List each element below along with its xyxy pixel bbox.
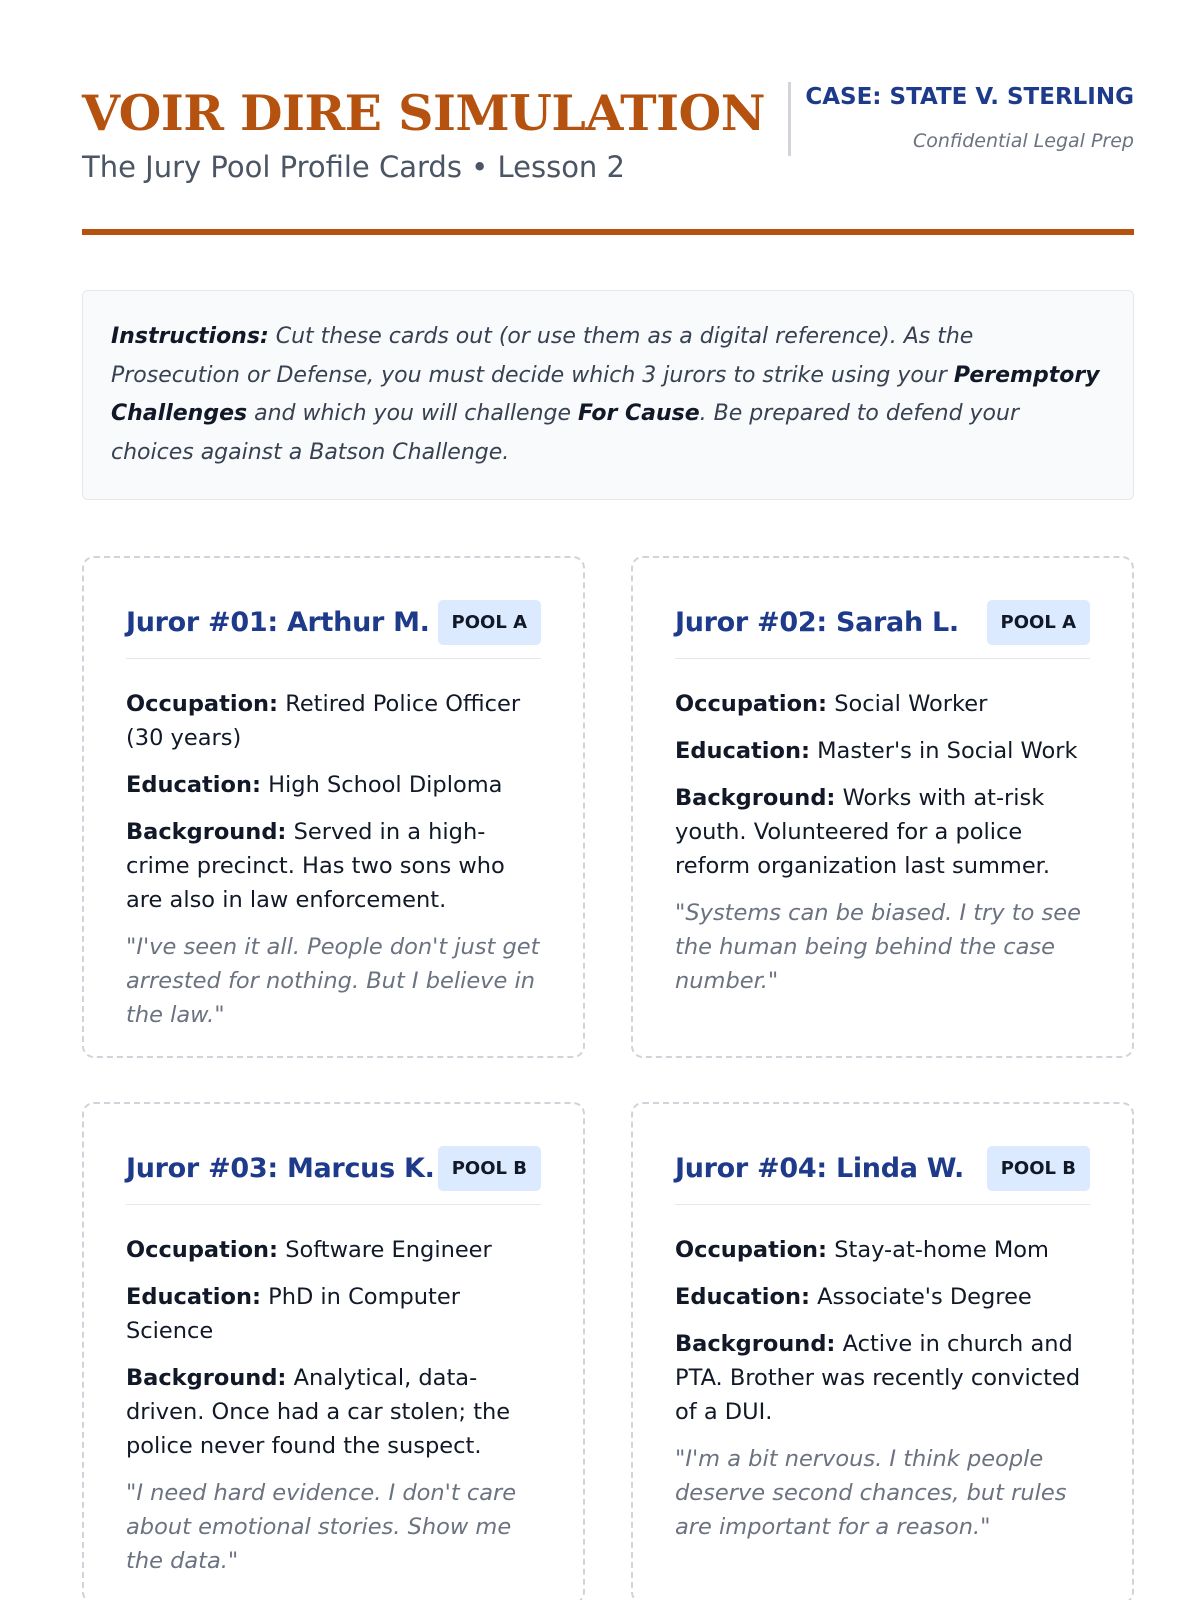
card-separator bbox=[675, 1204, 1090, 1205]
juror-card-header bbox=[675, 598, 1090, 646]
juror-name: Juror #03: Marcus K. bbox=[126, 1152, 435, 1184]
juror-education bbox=[675, 734, 1090, 768]
instructions-peremptory: Peremptory Challenges bbox=[111, 362, 1100, 426]
juror-quote: "Systems can be biased. I try to see the human being behind the case number." bbox=[675, 900, 1081, 994]
instructions-label: Instructions: bbox=[111, 324, 269, 349]
card-separator bbox=[126, 658, 541, 659]
pool-badge: POOL A bbox=[438, 600, 541, 645]
instructions-text-1: Cut these cards out (or use them as a digital reference). As the Prosecution or Defense, you must decide which 3 jurors to strike using your bbox=[111, 324, 974, 388]
occupation-label: Occupation: bbox=[126, 1237, 279, 1263]
background-label: Background: bbox=[675, 1331, 836, 1357]
pool-badge: POOL B bbox=[987, 1146, 1090, 1191]
juror-quote: "I'm a bit nervous. I think people deserve second chances, but rules are important for a reason." bbox=[675, 1446, 1067, 1540]
education-label: Education: bbox=[126, 1284, 261, 1310]
page-title: VOIR DIRE SIMULATION bbox=[82, 84, 766, 142]
case-note: Confidential Legal Prep bbox=[912, 130, 1134, 152]
juror-card-01 bbox=[82, 556, 585, 1058]
education-label: Education: bbox=[675, 738, 810, 764]
juror-quote: "I've seen it all. People don't just get arrested for nothing. But I believe in the law." bbox=[126, 934, 540, 1028]
education-value: High School Diploma bbox=[268, 772, 503, 798]
juror-education bbox=[126, 1280, 541, 1348]
juror-occupation bbox=[126, 687, 541, 755]
juror-occupation bbox=[675, 687, 1090, 721]
occupation-label: Occupation: bbox=[126, 691, 279, 717]
page-header bbox=[82, 80, 1134, 184]
instructions-text-3: . Be prepared to defend your choices against a Batson Challenge. bbox=[111, 401, 1020, 465]
juror-card-header bbox=[126, 598, 541, 646]
page-subtitle: The Jury Pool Profile Cards • Lesson 2 bbox=[82, 150, 625, 184]
pool-badge: POOL A bbox=[987, 600, 1090, 645]
background-label: Background: bbox=[126, 819, 287, 845]
card-separator bbox=[675, 658, 1090, 659]
juror-name: Juror #01: Arthur M. bbox=[126, 606, 430, 638]
instructions-text-2: and which you will challenge bbox=[247, 401, 579, 426]
juror-name: Juror #02: Sarah L. bbox=[675, 606, 959, 638]
education-value: Associate's Degree bbox=[817, 1284, 1032, 1310]
card-separator bbox=[126, 1204, 541, 1205]
occupation-value: Retired Police Officer (30 years) bbox=[126, 691, 521, 751]
header-rule bbox=[82, 229, 1134, 235]
juror-card-header bbox=[126, 1144, 541, 1192]
juror-background bbox=[675, 781, 1090, 883]
juror-education bbox=[126, 768, 541, 802]
juror-background bbox=[675, 1327, 1090, 1429]
background-value: Analytical, data-driven. Once had a car stolen; the police never found the suspect. bbox=[126, 1365, 511, 1459]
occupation-label: Occupation: bbox=[675, 691, 828, 717]
occupation-label: Occupation: bbox=[675, 1237, 828, 1263]
background-value: Works with at-risk youth. Volunteered for a police reform organization last summer. bbox=[675, 785, 1050, 879]
juror-quote: "I need hard evidence. I don't care about emotional stories. Show me the data." bbox=[126, 1480, 517, 1574]
occupation-value: Stay-at-home Mom bbox=[834, 1237, 1049, 1263]
juror-name: Juror #04: Linda W. bbox=[675, 1152, 965, 1184]
header-divider bbox=[788, 82, 791, 156]
case-title: CASE: STATE V. STERLING bbox=[805, 84, 1134, 110]
juror-occupation bbox=[126, 1233, 541, 1267]
juror-card-02 bbox=[631, 556, 1134, 1058]
education-label: Education: bbox=[126, 772, 261, 798]
juror-occupation bbox=[675, 1233, 1090, 1267]
instructions-box bbox=[82, 290, 1134, 500]
background-value: Active in church and PTA. Brother was recently convicted of a DUI. bbox=[675, 1331, 1081, 1425]
education-value: PhD in Computer Science bbox=[126, 1284, 460, 1344]
background-label: Background: bbox=[675, 785, 836, 811]
juror-card-04 bbox=[631, 1102, 1134, 1600]
education-label: Education: bbox=[675, 1284, 810, 1310]
juror-card-03 bbox=[82, 1102, 585, 1600]
juror-background bbox=[126, 815, 541, 917]
background-label: Background: bbox=[126, 1365, 287, 1391]
juror-background bbox=[126, 1361, 541, 1463]
handout-page bbox=[82, 0, 1134, 1600]
education-value: Master's in Social Work bbox=[817, 738, 1078, 764]
pool-badge: POOL B bbox=[438, 1146, 541, 1191]
instructions-for-cause: For Cause bbox=[578, 401, 700, 426]
occupation-value: Social Worker bbox=[834, 691, 988, 717]
juror-education bbox=[675, 1280, 1090, 1314]
occupation-value: Software Engineer bbox=[285, 1237, 492, 1263]
juror-card-header bbox=[675, 1144, 1090, 1192]
background-value: Served in a high-crime precinct. Has two sons who are also in law enforcement. bbox=[126, 819, 505, 913]
